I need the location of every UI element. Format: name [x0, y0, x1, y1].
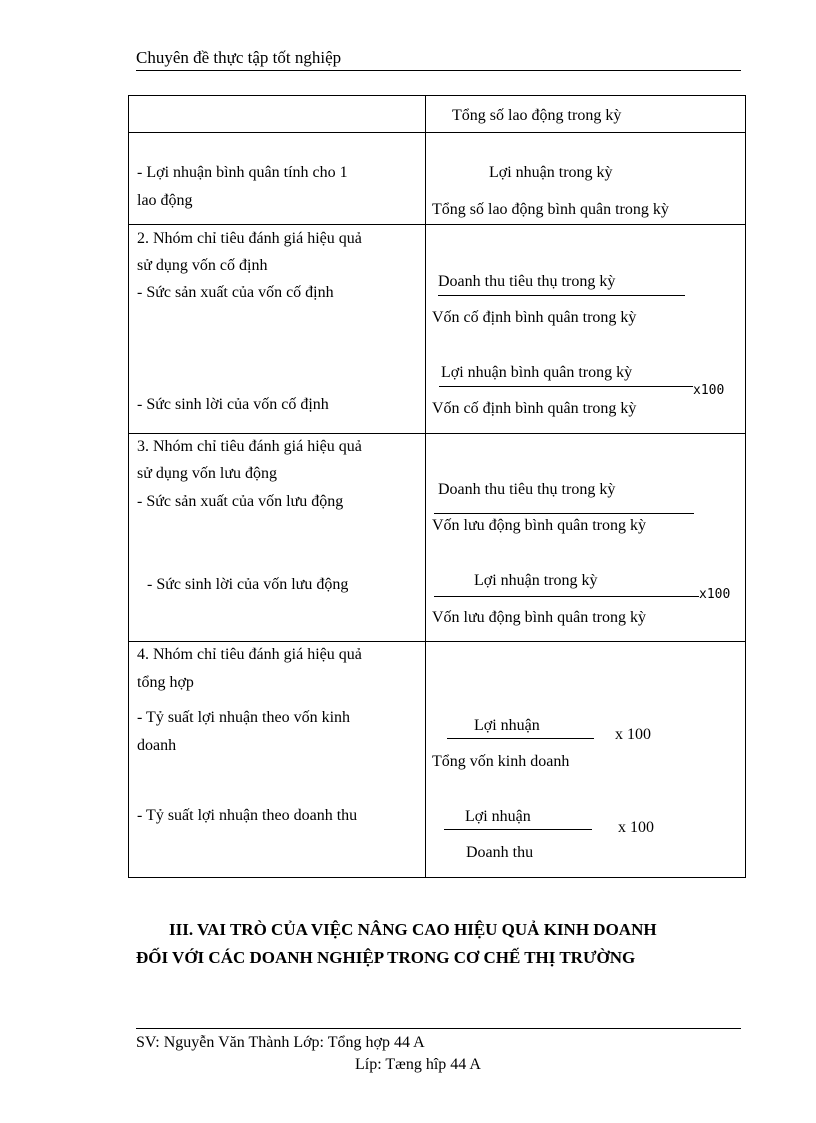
fraction-bar	[444, 829, 592, 830]
row1-left-line2: lao động	[137, 192, 193, 209]
row4-item1-multiplier: x 100	[615, 726, 651, 743]
row4-item1-label-line2: doanh	[137, 737, 177, 754]
row3-item1-numerator: Doanh thu tiêu thụ trong kỳ	[438, 481, 616, 498]
fraction-bar	[434, 513, 694, 514]
row3-title-line2: sử dụng vốn lưu động	[137, 465, 278, 482]
row4-item1-denominator: Tổng vốn kinh doanh	[432, 753, 570, 770]
page-header-title: Chuyên đề thực tập tốt nghiệp	[136, 48, 342, 67]
row3-title-line1: 3. Nhóm chỉ tiêu đánh giá hiệu quả	[137, 438, 362, 455]
fraction-bar	[438, 295, 685, 296]
fraction-bar	[447, 738, 594, 739]
row-divider	[129, 433, 745, 434]
row4-item2-numerator: Lợi nhuận	[465, 808, 531, 825]
fraction-bar	[439, 386, 693, 387]
row2-item2-label: - Sức sinh lời của vốn cố định	[137, 396, 329, 413]
row1-left-line1: - Lợi nhuận bình quân tính cho 1	[137, 164, 348, 181]
row3-item1-label: - Sức sản xuất của vốn lưu động	[137, 493, 344, 510]
row3-item1-denominator: Vốn lưu động bình quân trong kỳ	[432, 517, 646, 534]
row2-item1-denominator: Vốn cố định bình quân trong kỳ	[432, 309, 637, 326]
row1-numerator: Lợi nhuận trong kỳ	[489, 164, 613, 181]
column-divider	[425, 96, 426, 877]
footer-line2: Líp: Tæng hîp 44 A	[355, 1056, 481, 1073]
row2-item2-multiplier: x100	[693, 383, 725, 398]
indicator-table	[128, 95, 746, 878]
row4-item1-label-line1: - Tỷ suất lợi nhuận theo vốn kinh	[137, 709, 351, 726]
row0-right-text: Tổng số lao động trong kỳ	[452, 107, 622, 124]
row3-item2-multiplier: x100	[699, 587, 731, 602]
row4-item2-label: - Tỷ suất lợi nhuận theo doanh thu	[137, 807, 358, 824]
row3-item2-label: - Sức sinh lời của vốn lưu động	[147, 576, 349, 593]
row-divider	[129, 132, 745, 133]
header-rule	[136, 70, 741, 71]
row-divider	[129, 224, 745, 225]
row2-item1-label: - Sức sản xuất của vốn cố định	[137, 284, 334, 301]
row-divider	[129, 641, 745, 642]
row2-title-line2: sử dụng vốn cố định	[137, 257, 268, 274]
row4-item2-denominator: Doanh thu	[466, 844, 534, 861]
row3-item2-numerator: Lợi nhuận trong kỳ	[474, 572, 598, 589]
footer-rule	[136, 1028, 741, 1029]
row3-item2-denominator: Vốn lưu động bình quân trong kỳ	[432, 609, 646, 626]
row1-denominator: Tổng số lao động bình quân trong kỳ	[432, 201, 669, 218]
row4-item1-numerator: Lợi nhuận	[474, 717, 540, 734]
row2-title-line1: 2. Nhóm chỉ tiêu đánh giá hiệu quả	[137, 230, 362, 247]
row4-title-line1: 4. Nhóm chỉ tiêu đánh giá hiệu quả	[137, 646, 362, 663]
footer-line1: SV: Nguyễn Văn Thành Lớp: Tổng hợp 44 A	[136, 1034, 425, 1051]
section-heading	[136, 916, 746, 972]
row4-title-line2: tổng hợp	[137, 674, 194, 691]
fraction-bar	[434, 596, 699, 597]
row4-item2-multiplier: x 100	[618, 819, 654, 836]
row2-item2-denominator: Vốn cố định bình quân trong kỳ	[432, 400, 637, 417]
row2-item1-numerator: Doanh thu tiêu thụ trong kỳ	[438, 273, 616, 290]
row2-item2-numerator: Lợi nhuận bình quân trong kỳ	[441, 364, 633, 381]
section-heading-line2: ĐỐI VỚI CÁC DOANH NGHIỆP TRONG CƠ CHẾ THỊ TRƯỜNG	[136, 948, 636, 967]
section-heading-line1: III. VAI TRÒ CỦA VIỆC NÂNG CAO HIỆU QUẢ KINH DOANH	[169, 920, 657, 939]
